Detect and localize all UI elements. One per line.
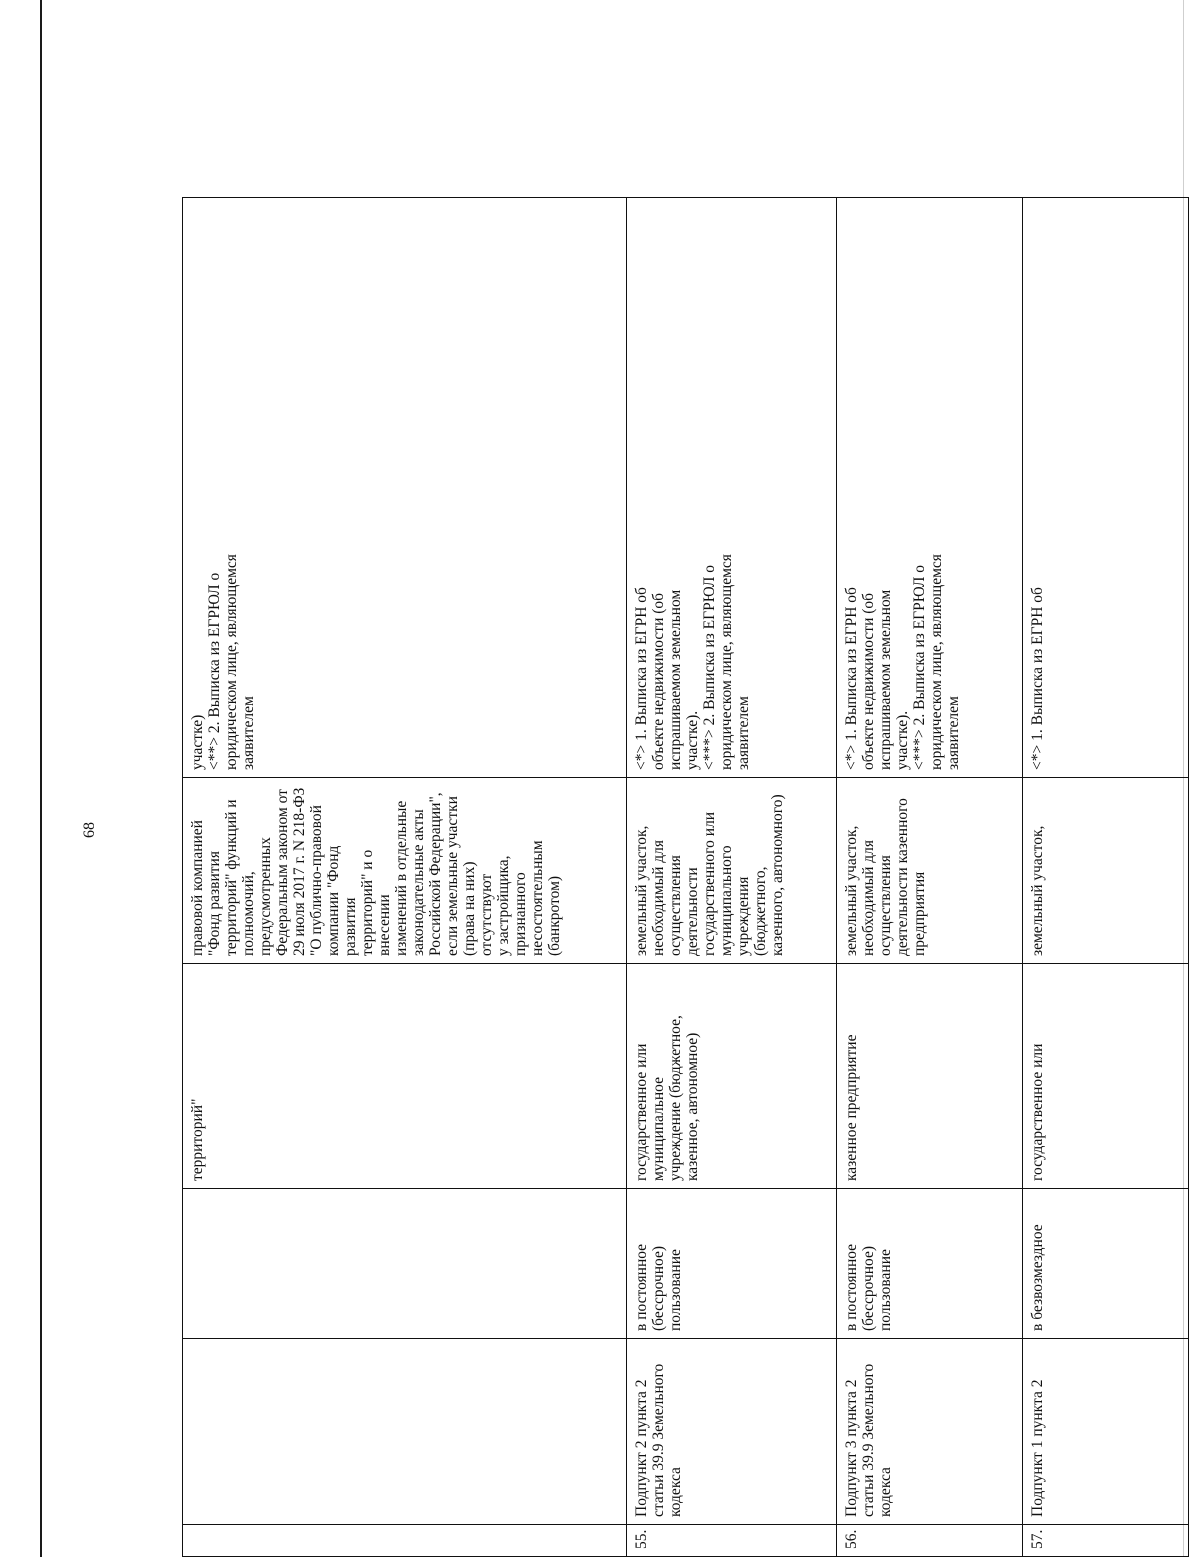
applicant: казенное предприятие <box>837 964 1023 1189</box>
applicant: государственное или муниципальное учреждение (бюджетное, казенное, автономное) <box>627 964 837 1189</box>
applicant: территорий" <box>183 964 627 1189</box>
row-number: 56. <box>837 1525 1023 1557</box>
legal-basis: Подпункт 2 пункта 2 статьи 39.9 Земельного кодекса <box>627 1339 837 1525</box>
right-type: в постоянное (бессрочное) пользование <box>627 1189 837 1339</box>
rotated-page-content <box>182 198 1188 1557</box>
land-plot: земельный участок, <box>1023 778 1189 964</box>
right-type: в безвозмездное <box>1023 1189 1189 1339</box>
page-number: 68 <box>81 822 98 838</box>
land-plot: земельный участок, необходимый для осуществления деятельности казенного предприятия <box>837 778 1023 964</box>
land-grounds-table <box>182 197 1189 1557</box>
row-number: 57. <box>1023 1525 1189 1557</box>
applicant: государственное или <box>1023 964 1189 1189</box>
right-type <box>183 1189 627 1339</box>
table-row <box>1023 198 1189 1557</box>
documents: участке) <**> 2. Выписка из ЕГРЮЛ о юридическом лице, являющемся заявителем <box>183 198 627 778</box>
land-plot: правовой компанией "Фонд развития территорий" функций и полномочий, предусмотренных Федеральным законом от 29 июля 2017 г. N 218-ФЗ "О публично-правовой компании "Фонд развития территорий" и о внесении изменений в отдельные законодательные акты Российской Федерации", если земельные участки (права на них) отсутствуют у застройщика, признанного несостоятельным (банкротом) <box>183 778 627 964</box>
scan-left-edge <box>40 0 42 1557</box>
legal-basis <box>183 1339 627 1525</box>
legal-basis: Подпункт 1 пункта 2 <box>1023 1339 1189 1525</box>
table-row <box>627 198 837 1557</box>
documents: <*> 1. Выписка из ЕГРН об <box>1023 198 1189 778</box>
documents: <*> 1. Выписка из ЕГРН об объекте недвижимости (об испрашиваемом земельном участке). <***> 2. Выписка из ЕГРЮЛ о юридическом лице, являющемся заявителем <box>837 198 1023 778</box>
table-row <box>183 198 627 1557</box>
land-plot: земельный участок, необходимый для осуществления деятельности государственного или муниципального учреждения (бюджетного, казенного, автономного) <box>627 778 837 964</box>
legal-basis: Подпункт 3 пункта 2 статьи 39.9 Земельного кодекса <box>837 1339 1023 1525</box>
documents: <*> 1. Выписка из ЕГРН об объекте недвижимости (об испрашиваемом земельном участке). <***> 2. Выписка из ЕГРЮЛ о юридическом лице, являющемся заявителем <box>627 198 837 778</box>
row-number: 55. <box>627 1525 837 1557</box>
table-row <box>837 198 1023 1557</box>
row-number <box>183 1525 627 1557</box>
right-type: в постоянное (бессрочное) пользование <box>837 1189 1023 1339</box>
